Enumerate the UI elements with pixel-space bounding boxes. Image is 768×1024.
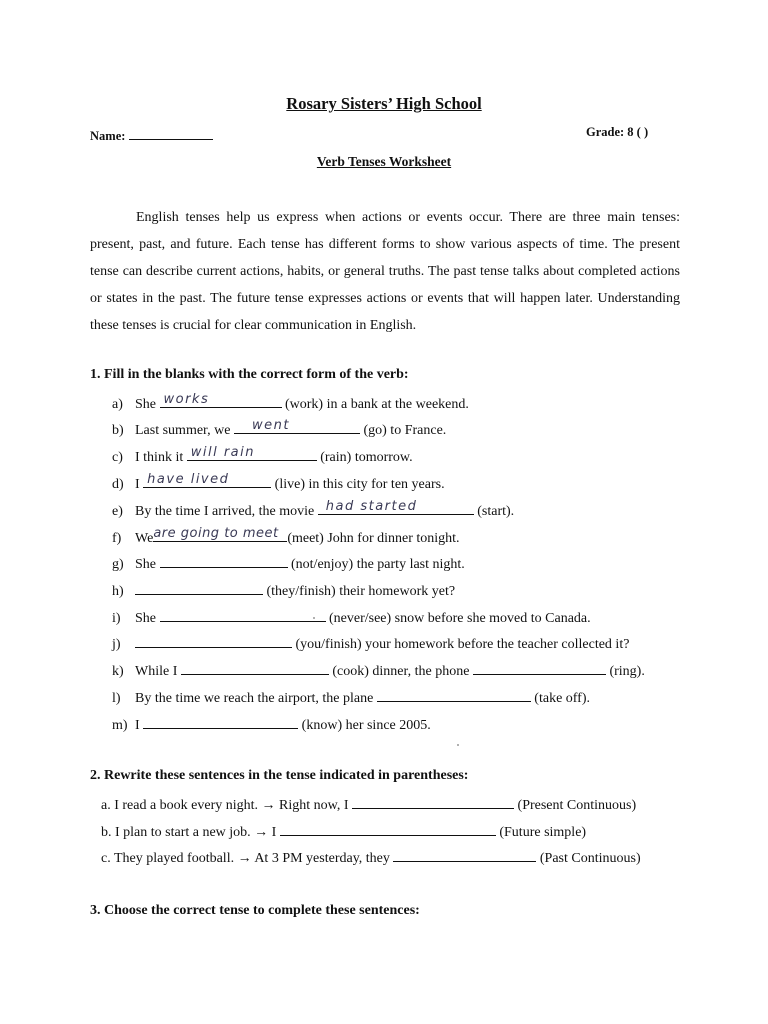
rewrite-a xyxy=(101,794,636,816)
intro-paragraph: English tenses help us express when actions or events occur. There are three main tenses: present, past, and future. Each tense has different forms to show various aspects of time. The present tense can describe current actions, habits, or general truths. The past tense talks about completed actions or states in the past. The future tense expresses actions or events that will happen later. Understanding these tenses is crucial for clear communication in English. xyxy=(90,210,680,333)
question-letter: l) xyxy=(112,691,121,706)
handwritten-answer: had started xyxy=(325,499,418,514)
question-text: She xyxy=(135,557,160,572)
question-text: (work) in a bank at the weekend. xyxy=(281,397,469,412)
question-text: (know) her since 2005. xyxy=(298,718,431,733)
question-d xyxy=(112,473,445,493)
section3-heading: 3. Choose the correct tense to complete these sentences: xyxy=(90,903,420,918)
question-m xyxy=(112,714,431,734)
question-text: (they/finish) their homework yet? xyxy=(263,584,456,599)
question-text: She xyxy=(135,397,160,412)
answer-blank[interactable] xyxy=(135,633,292,648)
answer-blank[interactable] xyxy=(318,500,474,515)
name-label: Name: xyxy=(90,129,126,143)
question-text: (ring). xyxy=(605,664,645,679)
answer-blank[interactable] xyxy=(153,527,287,542)
question-text: I xyxy=(135,477,144,492)
answer-blank[interactable] xyxy=(473,660,606,675)
question-g xyxy=(112,553,465,573)
question-letter: k) xyxy=(112,664,124,679)
handwritten-answer: went xyxy=(251,418,290,433)
answer-blank[interactable] xyxy=(187,446,317,461)
answer-blank[interactable] xyxy=(143,714,298,729)
worksheet-title: Verb Tenses Worksheet xyxy=(316,154,452,169)
answer-blank[interactable] xyxy=(377,687,531,702)
question-letter: i) xyxy=(112,611,121,626)
question-h xyxy=(112,580,455,600)
question-i xyxy=(112,607,591,627)
question-text: (live) in this city for ten years. xyxy=(271,477,445,492)
section1-heading: 1. Fill in the blanks with the correct form of the verb: xyxy=(90,367,409,382)
question-text: I think it xyxy=(135,450,187,465)
stray-mark xyxy=(313,617,315,619)
question-letter: j) xyxy=(112,637,121,652)
question-letter: c) xyxy=(112,450,123,465)
answer-blank[interactable] xyxy=(135,580,263,595)
school-title: Rosary Sisters’ High School xyxy=(286,94,482,113)
grade-label: Grade: 8 ( ) xyxy=(586,125,649,139)
question-letter: m) xyxy=(112,718,128,733)
question-text: (never/see) snow before she moved to Canada. xyxy=(325,611,591,626)
question-text: By the time we reach the airport, the plane xyxy=(135,691,377,706)
question-letter: e) xyxy=(112,504,123,519)
answer-blank[interactable] xyxy=(352,794,514,809)
question-letter: b) xyxy=(112,423,124,438)
rewrite-tense: (Present Continuous) xyxy=(514,798,637,813)
question-letter: h) xyxy=(112,584,124,599)
question-l xyxy=(112,687,590,707)
question-text: (take off). xyxy=(530,691,591,706)
question-b xyxy=(112,419,446,439)
handwritten-answer: works xyxy=(163,392,210,407)
answer-blank[interactable] xyxy=(143,473,271,488)
question-text: By the time I arrived, the movie xyxy=(135,504,318,519)
section2-heading: 2. Rewrite these sentences in the tense indicated in parentheses: xyxy=(90,768,469,783)
rewrite-b xyxy=(101,821,586,843)
answer-blank[interactable] xyxy=(234,419,360,434)
handwritten-answer: will rain xyxy=(190,445,255,460)
question-text: While I xyxy=(135,664,181,679)
rewrite-text: b. I plan to start a new job. → I xyxy=(101,825,280,840)
stray-mark xyxy=(457,744,459,746)
question-text: We xyxy=(135,531,154,546)
question-text: She xyxy=(135,611,160,626)
question-letter: f) xyxy=(112,531,122,546)
question-e xyxy=(112,500,514,520)
question-letter: g) xyxy=(112,557,124,572)
rewrite-c xyxy=(101,847,641,869)
question-text: (rain) tomorrow. xyxy=(316,450,413,465)
name-blank[interactable] xyxy=(129,125,213,140)
rewrite-text: a. I read a book every night. → Right now, I xyxy=(101,798,353,813)
question-text: (go) to France. xyxy=(359,423,447,438)
rewrite-tense: (Past Continuous) xyxy=(536,851,641,866)
answer-blank[interactable] xyxy=(181,660,329,675)
question-text: (not/enjoy) the party last night. xyxy=(287,557,465,572)
rewrite-tense: (Future simple) xyxy=(495,825,587,840)
question-text: (cook) dinner, the phone xyxy=(328,664,473,679)
question-text: I xyxy=(135,718,144,733)
question-k xyxy=(112,660,645,680)
question-f xyxy=(112,527,460,547)
rewrite-text: c. They played football. → At 3 PM yesterday, they xyxy=(101,851,394,866)
answer-blank[interactable] xyxy=(280,821,496,836)
answer-blank[interactable] xyxy=(160,553,288,568)
answer-blank[interactable] xyxy=(160,393,282,408)
answer-blank[interactable] xyxy=(160,607,326,622)
answer-blank[interactable] xyxy=(393,847,536,862)
question-text: (meet) John for dinner tonight. xyxy=(287,531,460,546)
handwritten-answer: have lived xyxy=(147,472,230,487)
question-text: Last summer, we xyxy=(135,423,234,438)
question-text: (you/finish) your homework before the teacher collected it? xyxy=(292,637,630,652)
question-letter: d) xyxy=(112,477,124,492)
question-c xyxy=(112,446,413,466)
question-j xyxy=(112,633,629,653)
question-letter: a) xyxy=(112,397,123,412)
question-text: (start). xyxy=(473,504,515,519)
handwritten-answer: are going to meet xyxy=(153,526,279,541)
name-field xyxy=(90,125,213,144)
question-a xyxy=(112,393,469,413)
